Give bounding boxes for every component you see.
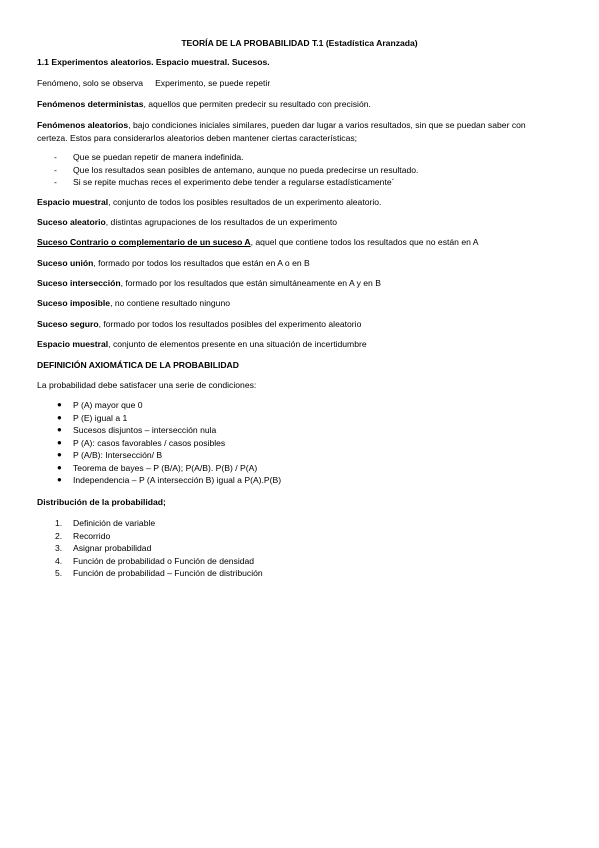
- list-item: ● P (E) igual a 1: [57, 412, 128, 423]
- definition-suceso-seguro: Suceso seguro, formado por todos los resultados posibles del experimento aleatorio: [37, 319, 362, 329]
- definition-espacio-muestral-2: Espacio muestral, conjunto de elementos presente en una situación de incertidumbre: [37, 339, 367, 349]
- condiciones-list: [37, 400, 557, 488]
- term: Fenómenos deterministas: [37, 99, 144, 109]
- list-item: 4. Función de probabilidad o Función de densidad: [55, 555, 255, 566]
- list-item: 5. Función de probabilidad – Función de distribución: [55, 568, 263, 578]
- definition-suceso-union: Suceso unión, formado por todos los resultados que están en A o en B: [37, 258, 310, 268]
- definition-espacio-muestral: Espacio muestral, conjunto de todos los posibles resultados de un experimento aleatorio.: [37, 197, 382, 207]
- page-title: TEORÍA DE LA PROBABILIDAD T.1 (Estadística Aranzada): [181, 38, 418, 48]
- bullet-icon: ●: [57, 425, 62, 434]
- definition: , aquellos que permiten predecir su resultado con precisión.: [143, 99, 371, 109]
- section-heading: 1.1 Experimentos aleatorios. Espacio muestral. Sucesos.: [37, 57, 270, 67]
- pasos-list: [37, 518, 557, 581]
- list-item: - Que se puedan repetir de manera indefinida.: [54, 152, 244, 162]
- list-item: ● Sucesos disjuntos – intersección nula: [57, 425, 217, 435]
- axiomatica-intro: La probabilidad debe satisfacer una serie de condiciones:: [37, 380, 257, 390]
- list-item: ● Independencia – P (A intersección B) igual a P(A).P(B): [57, 475, 282, 485]
- list-item: ● P (A): casos favorables / casos posibles: [57, 437, 226, 448]
- intro-line: [37, 78, 557, 89]
- definition-suceso-imposible: Suceso imposible, no contiene resultado ninguno: [37, 298, 231, 308]
- bullet-icon: ●: [57, 462, 62, 472]
- list-item: 2. Recorrido: [55, 530, 111, 541]
- definition-suceso-aleatorio: Suceso aleatorio, distintas agrupaciones de los resultados de un experimento: [37, 217, 337, 227]
- bullet-icon: ●: [57, 412, 62, 422]
- list-item: - Si se repite muchas reces el experimento debe tender a regularse estadísticamente´: [54, 177, 395, 187]
- bullet-icon: ●: [57, 400, 62, 409]
- distribucion-heading: Distribución de la probabilidad;: [37, 497, 166, 507]
- list-item: ● P (A/B): Intersección/ B: [57, 450, 163, 460]
- list-item: 3. Asignar probabilidad: [55, 543, 152, 553]
- intro-left: Fenómeno, solo se observa: [37, 78, 144, 88]
- list-item: 1. Definición de variable: [55, 518, 156, 528]
- caracteristicas-list: [37, 152, 557, 190]
- bullet-icon: ●: [57, 437, 62, 447]
- dash-marker: -: [54, 164, 57, 175]
- list-item: - Que los resultados sean posibles de antemano, aunque no pueda predecirse un resultado.: [54, 164, 419, 175]
- bullet-icon: ●: [57, 450, 62, 459]
- intro-right: Experimento, se puede repetir: [155, 78, 271, 88]
- definition: , bajo condiciones iniciales similares, pueden dar lugar a varios resultados, sin que se puedan saber con certeza. Estos para considerarlos aleatorios deben mantener ciertas características;: [37, 120, 526, 143]
- definition-suceso-interseccion: Suceso intersección, formado por los resultados que están simultáneamente en A y en B: [37, 278, 381, 288]
- axiomatica-heading: DEFINICIÓN AXIOMÁTICA DE LA PROBABILIDAD: [37, 360, 239, 370]
- paragraph-aleatorios: [37, 119, 557, 144]
- definition-suceso-contrario: Suceso Contrario o complementario de un suceso A, aquel que contiene todos los resultados que no están en A: [37, 237, 479, 247]
- term: Fenómenos aleatorios: [37, 120, 129, 130]
- list-item: ● P (A) mayor que 0: [57, 400, 143, 410]
- list-item: ● Teorema de bayes – P (B/A); P(A/B). P(B) / P(A): [57, 462, 258, 473]
- dash-marker: -: [54, 177, 57, 187]
- dash-marker: -: [54, 152, 57, 162]
- paragraph-deterministas: [37, 99, 557, 110]
- bullet-icon: ●: [57, 475, 62, 484]
